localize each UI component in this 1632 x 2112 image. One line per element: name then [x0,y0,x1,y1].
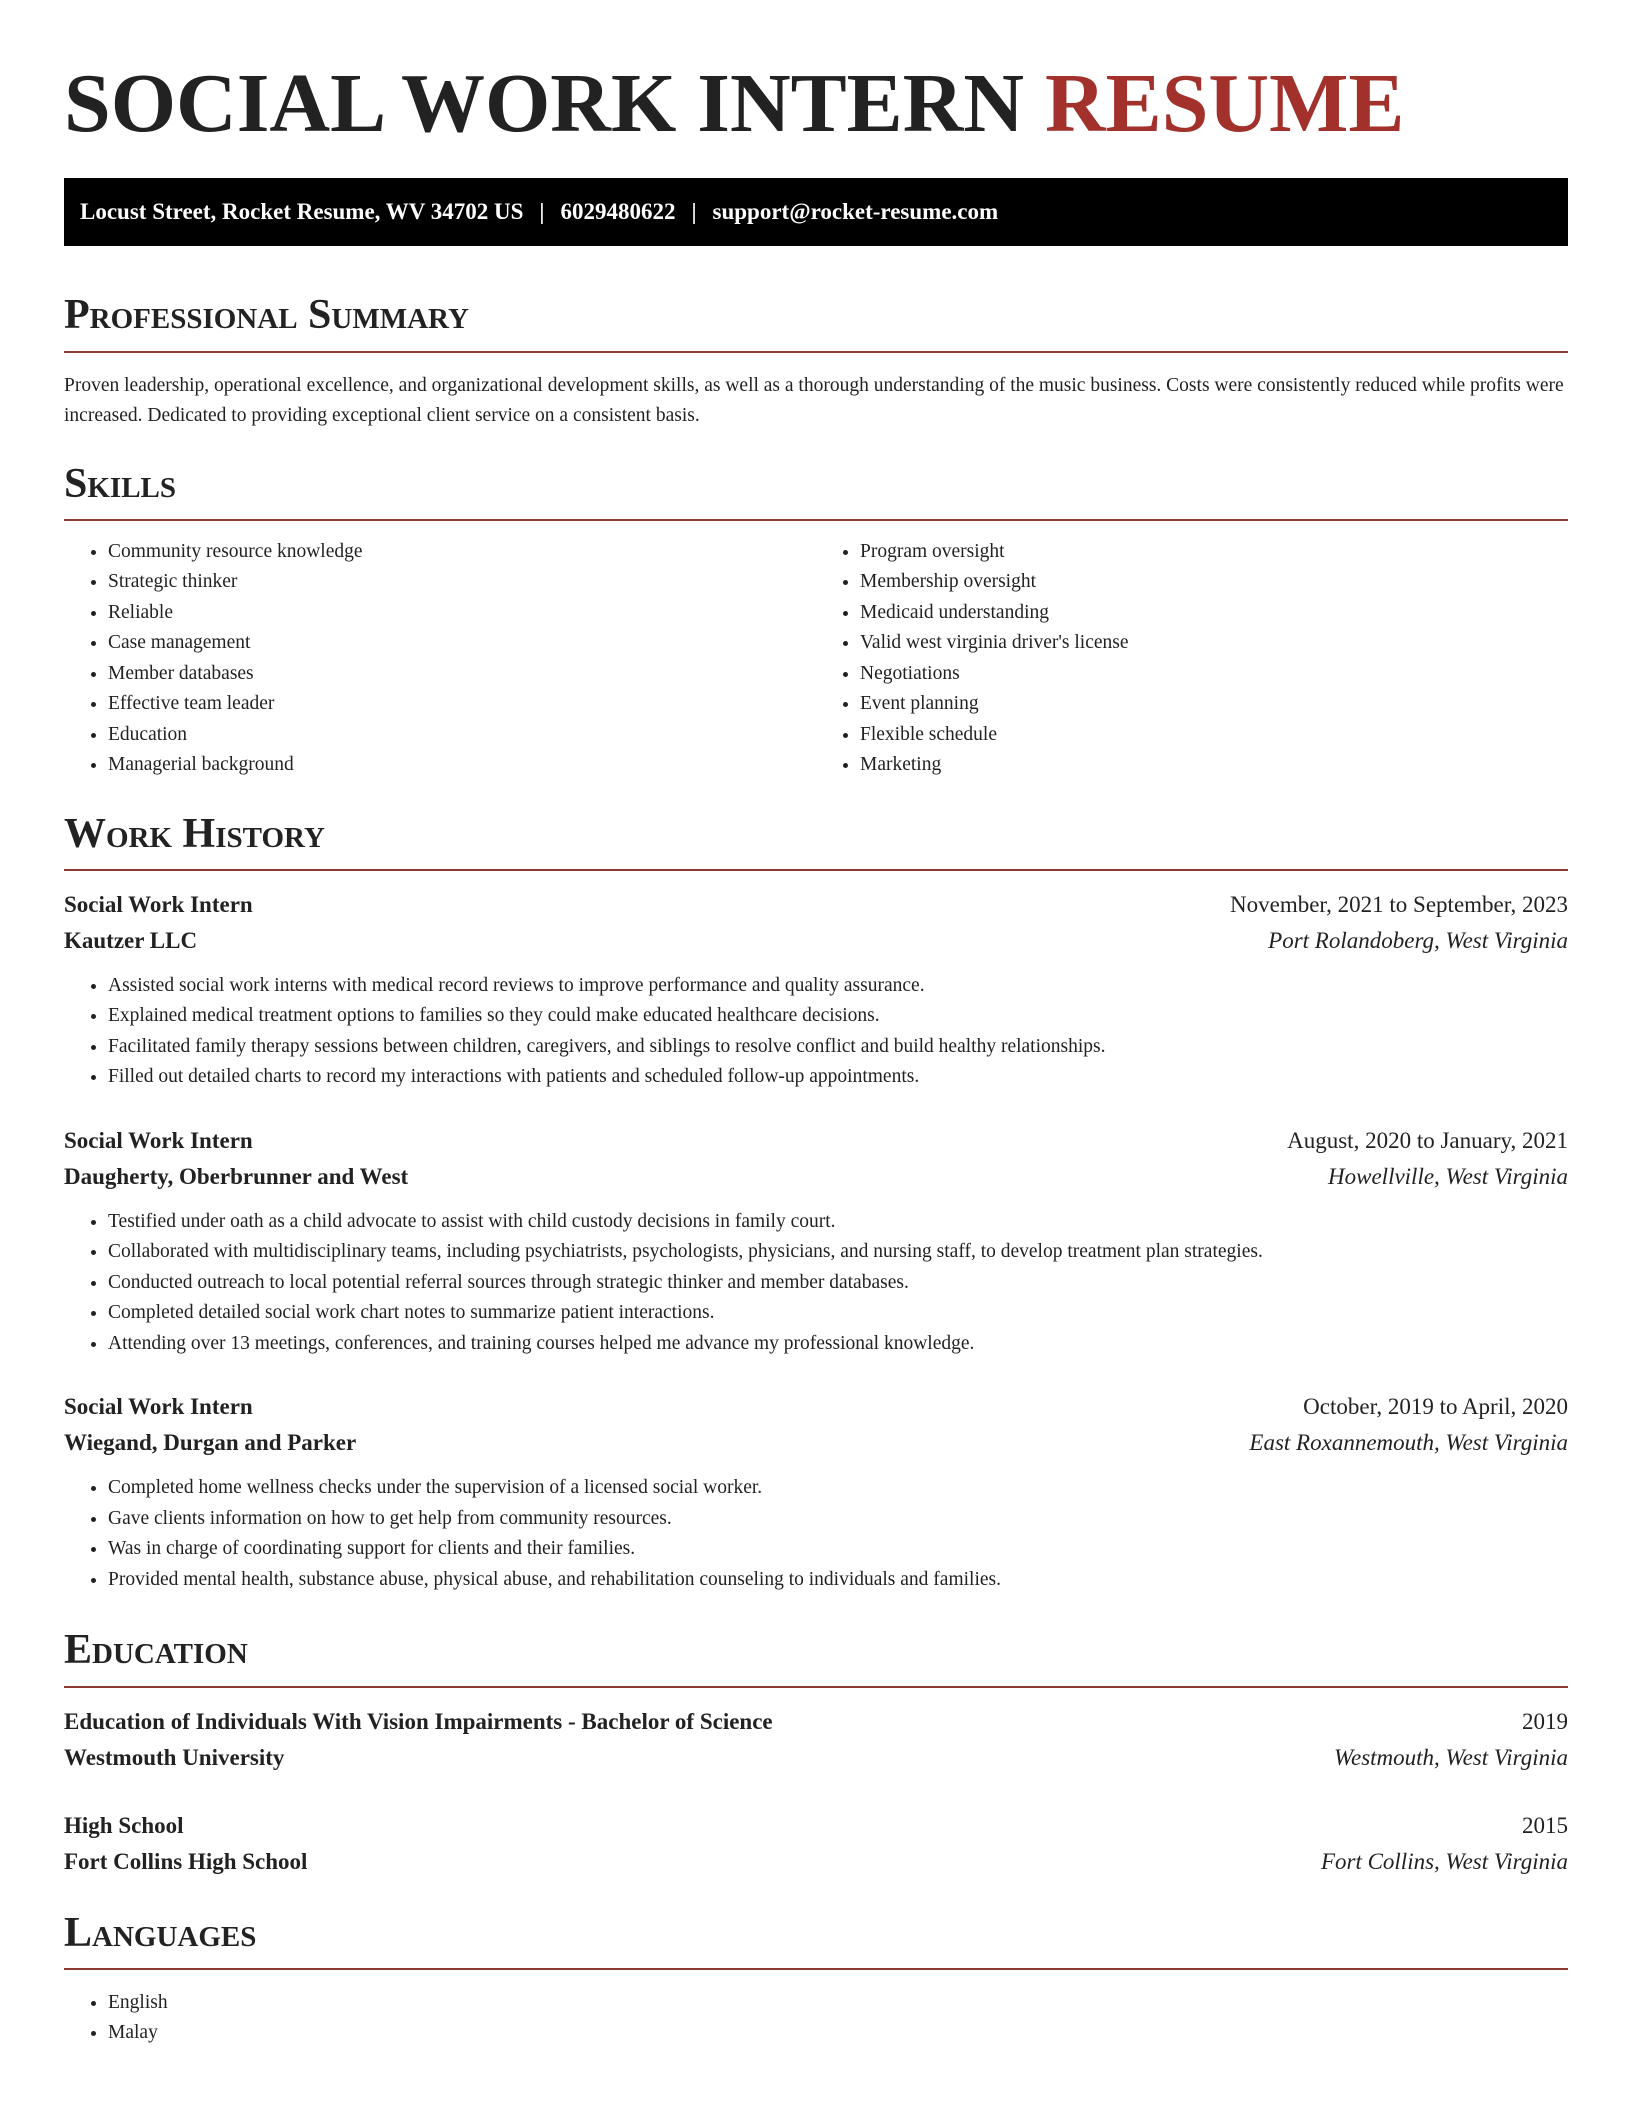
job-entry [64,1123,1568,1360]
job-company-row [64,1159,1568,1195]
job-bullet: • Assisted social work interns with medical record reviews to improve performance and quality assurance. [108,971,1568,1002]
skill-item: • Managerial background [108,750,816,781]
skills-list-left [64,537,816,781]
job-title: Social Work Intern [64,1127,253,1153]
job-bullet: • Provided mental health, substance abuse, physical abuse, and rehabilitation counseling to individuals and families. [108,1565,1568,1596]
skill-item: • Reliable [108,598,816,629]
skill-item: • Education [108,720,816,751]
job-location: Howellville, West Virginia [1328,1163,1568,1189]
skill-item: • Marketing [860,750,1568,781]
education-heading: Education [64,1627,1568,1687]
job-bullet: • Testified under oath as a child advocate to assist with child custody decisions in family court. [108,1207,1568,1238]
skill-item: • Flexible schedule [860,720,1568,751]
education-school: Fort Collins High School [64,1848,308,1874]
job-dates: November, 2021 to September, 2023 [1230,891,1568,917]
skill-item: • Case management [108,628,816,659]
skill-item: • Community resource knowledge [108,537,816,568]
job-bullet: • Collaborated with multidisciplinary teams, including psychiatrists, psychologists, physicians, and nursing staff, to develop treatment plan strategies. [108,1237,1568,1268]
job-company-row [64,1425,1568,1461]
skills-heading: Skills [64,461,1568,521]
job-location: Port Rolandoberg, West Virginia [1268,927,1568,953]
job-dates: October, 2019 to April, 2020 [1303,1394,1568,1420]
job-bullet: • Facilitated family therapy sessions between children, caregivers, and siblings to resolve conflict and build healthy relationships. [108,1032,1568,1063]
job-bullet: • Completed home wellness checks under the supervision of a licensed social worker. [108,1473,1568,1504]
job-entry [64,887,1568,1093]
work-section [64,811,1568,1596]
languages-heading: Languages [64,1910,1568,1970]
job-bullet: • Explained medical treatment options to families so they could make educated healthcare decisions. [108,1001,1568,1032]
contact-address: Locust Street, Rocket Resume, WV 34702 US [80,199,524,225]
skill-item: • Strategic thinker [108,567,816,598]
job-header-row [64,1389,1568,1425]
job-bullet: • Gave clients information on how to get help from community resources. [108,1504,1568,1535]
job-header-row [64,1123,1568,1159]
languages-section [64,1910,1568,2049]
contact-bar [64,178,1568,246]
summary-text: Proven leadership, operational excellence, and organizational development skills, as well as a thorough understanding of the music business. Costs were consistently reduced while profits were increased. Dedicated to providing exceptional client service on a consistent basis. [64,374,1564,426]
contact-separator: | [539,199,545,225]
education-degree: Education of Individuals With Vision Impairments - Bachelor of Science [64,1708,773,1734]
education-year: 2015 [1522,1812,1568,1838]
skill-item: • Program oversight [860,537,1568,568]
education-degree: High School [64,1812,184,1838]
skill-item: • Effective team leader [108,689,816,720]
education-school: Westmouth University [64,1744,285,1770]
education-entry [64,1704,1568,1776]
job-dates: August, 2020 to January, 2021 [1287,1127,1568,1153]
skill-item: • Negotiations [860,659,1568,690]
title-accent: RESUME [1045,57,1405,150]
job-company: Daugherty, Oberbrunner and West [64,1163,409,1189]
job-bullet: • Conducted outreach to local potential referral sources through strategic thinker and member databases. [108,1268,1568,1299]
language-item: • English [108,1988,1568,2019]
skill-item: • Valid west virginia driver's license [860,628,1568,659]
contact-email: support@rocket-resume.com [712,199,999,225]
skill-item: • Membership oversight [860,567,1568,598]
skill-item: • Event planning [860,689,1568,720]
contact-phone: 6029480622 [560,199,676,225]
job-company: Kautzer LLC [64,927,198,953]
education-school-row [64,1844,1568,1880]
education-degree-row [64,1704,1568,1740]
job-bullet: • Was in charge of coordinating support for clients and their families. [108,1534,1568,1565]
skills-section [64,461,1568,781]
contact-separator: | [691,199,697,225]
summary-section [64,292,1568,430]
skill-item: • Medicaid understanding [860,598,1568,629]
job-bullets [64,1473,1568,1595]
language-item: • Malay [108,2018,1568,2049]
education-location: Fort Collins, West Virginia [1320,1848,1568,1874]
job-header-row [64,887,1568,923]
title-main: SOCIAL WORK INTERN [64,57,1025,150]
skills-list-right [816,537,1568,781]
job-company-row [64,923,1568,959]
job-bullet: • Attending over 13 meetings, conferences, and training courses helped me advance my professional knowledge. [108,1329,1568,1360]
education-year: 2019 [1522,1708,1568,1734]
languages-list [64,1988,1568,2049]
skill-item: • Member databases [108,659,816,690]
job-title: Social Work Intern [64,891,253,917]
job-title: Social Work Intern [64,1394,253,1420]
education-entry [64,1808,1568,1880]
job-bullets [64,971,1568,1093]
job-location: East Roxannemouth, West Virginia [1249,1430,1568,1456]
job-company: Wiegand, Durgan and Parker [64,1430,357,1456]
education-degree-row [64,1808,1568,1844]
job-bullet: • Filled out detailed charts to record my interactions with patients and scheduled follow-up appointments. [108,1062,1568,1093]
work-heading: Work History [64,811,1568,871]
job-bullet: • Completed detailed social work chart notes to summarize patient interactions. [108,1298,1568,1329]
job-entry [64,1389,1568,1595]
education-section [64,1627,1568,1879]
skills-columns [64,537,1568,781]
resume-title [64,58,1568,150]
summary-heading: Professional Summary [64,292,1568,352]
job-bullets [64,1207,1568,1360]
education-location: Westmouth, West Virginia [1333,1744,1568,1770]
education-school-row [64,1740,1568,1776]
